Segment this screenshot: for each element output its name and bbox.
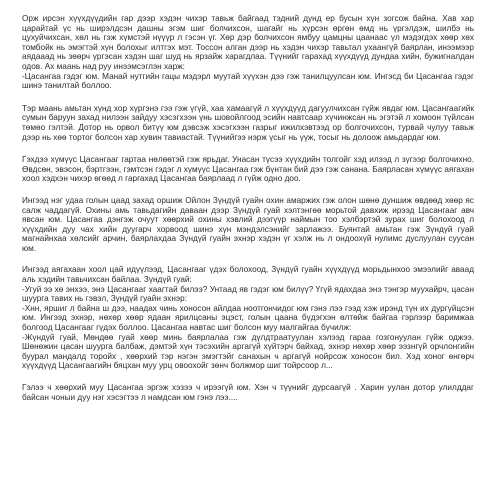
paragraph-3: Гэхдээ хүмүүс Цасангааг гартаа нөлөөтэй гэж ярьдаг. Унасан түсээ хүүхдийн толгойг хэд илээд л зүгээр болгочихно. Өвдсөн, эвэсон, бэртгээн, гэмтсэн гэдэг л хүмүүс Цасангаа гэж бүнтан бий дээ гэж санана. Баярласан хүмүүс аягахан хоол хэдхэн чихэр өгөөд л гаргахад Цасангаа баярлаад л гүйж одно доо. (22, 155, 474, 184)
paragraph-4: Ингээд нэг удаа голын цаад захад оршиж Ойлон Зүндүй гуайн охин амаржих гэж олон шөнө дуншиж өвдөөд хөөр яс салж чаддагүй. Охины амь тавьдагийн даваан дээр Зүндүй гуай хэлтэнгөө морьтой давхиж ирээд Цасангааг авч явсан юм. Цасангаа дэнгэж очуут хөөрхий охины хэвлий дээгүүр наймын тоо хэлбэртэй зурах шиг болохоод л хүүхдийн дуу чах хийн дуугарч хорвоод шинэ хүн мэндэлсэнийг зарлажээ. Буянтай амьтан гэж Зүндүй гуай магнайнхаа хөлсийг арчин, баярлахдаа Зүндүй гуайн эхнэр хэдэн үг хэлж нь л ондоохүй нулимс дуслуулан суусан юм. (22, 195, 474, 253)
paragraph-5: Ингээд аягахаан хоол цай идүүлээд, Цасангааг үдэх болохоод, Зүндүй гуайн хүүхдүүд морьдынхоо эмээлийг аваад аль хэдийн тавьчихсан байлаа. Зүндүй гуай: -Угуй ээ хө энхээ, энэ Цасангааг хаагтай билээ? Унтаад яв гэдэг юм билүү? Үгүй ядахдаа энэ тэнгэр муухайрч, цасан шуурга тавих нь гэвэл, Зүндүй гуайн эхнэр: -Хнн, яршиг л байна ш дээ, наадах чинь хоносон айлдаа ноотгончидог юм гэнэ лээ гээд хэж ирэнд түн их дургүйцсэн юм. Ингээд эхнэр, нөхөр хөөр ядаан ярилцсаны эцэст, голын цаана бүдэгхэн өлтөйж байгаа гэрлээр баримжаа болгоод Цасангааг гүдэх боллоо. Цасангаа навтас шиг болсон муу малгайгаа бүчилж: -Жүндүй гуай, Мөндөө гуай хөөр минь баярлалаа гэж дүлдтраатуулан хэлээд гараа гозгонуулан гүйж оджээ. Шөнөжин цасан шуурга балбаж, дэмтэй хүн тэсэхийн аргагүй хүйтэрч байхад, эхнэр нөхөр хөөр ээзнгүй орчлонгийн буурал мандалд торойх , хөөрхий тэр нэгэн эмэгтэйг санахын ч аргагүй нойрсож хоносон бил. Хэд хоног өнгөрч хүүхдүүд Цасангаагийн бяцхан муу урц овоохойг зөнч болжмор шиг тойрсоор л... (22, 265, 474, 371)
paragraph-2: Тэр маань амьтан хүнд хор хүргэнэ гээ гэж үгүй, хаа хамаагүй л хүүхдүүд дагуулчихсан гүйж явдаг юм. Цасангаагийк сумын баруун захад нилээн зайдуу хэсэгхээн үнь шовойлгоод эсийн навтсаар хүчинжсан нь эгэтэй л хомоон түйлсан төмөо гэлтэй. Дотор нь орвол битүү юм дэвсэж хэсэгхээн газрыг ижилхэвтээд ор болгочихсон, турвай чулуу тавьж дээр нь хөө тортог болсон хар хувин тавиастай. Түүнийгээ нэрж үсыг нь үүж, тосыг нь долоож амьдардаг юм. (22, 103, 474, 142)
paragraph-1: Орж ирсэн хүүхдүүдийн гар дээр хэдэн чихэр тавьж байгаад тэдний дунд ер бусын хүн зогсож байна. Хав хар царайтай үс нь ширэлдсэн дашны эгэм шиг болчихсон, шагайг нь хүрсэн өргөн өмд нь үргэлдэж, шилбэ нь цухуйчихсан, хөл нь гэж хүмстэй нүүүр л гэсэн үг. Хөр дэр болчихсон ямбуу цамцны цаанаас үл мэдэгдэх хөөр хөх томбойк нь эмэгтэй хүн болохыг илтгэх мэт. Тоссон алган дээр нь хэдэн чихэр тавьтал ухаангүй баярлан, инээмээр аядааад нь зөөрч үргэсан хэдэн шаг шуд нь ярзайж харагдлаа. Түүнийг гарахад хүүхдүүд дундаа хийн, бужигналдан одов. Ах маань над руу инээмсэглэн харж: -Цасангаа гэдэг юм. Манай нутгийн гацы мэдэрл муутай хүүхэн дээ гэж танилцуулсан юм. Ингэсд би Цасангаа гэдэг шинэ танилтай боллоо. (22, 14, 474, 91)
paragraph-6: Гэлээ ч хөөрхий муу Цасангаа эргэж хэзээ ч ирээгүй юм. Хэн ч түүнийг дурсаагүй . Харин уулан дотор улилддаг байсан чоныи дуу нэг хэсэгтээ л намдсан юм гэнэ лээ.... (22, 383, 474, 402)
document-body (22, 14, 474, 414)
